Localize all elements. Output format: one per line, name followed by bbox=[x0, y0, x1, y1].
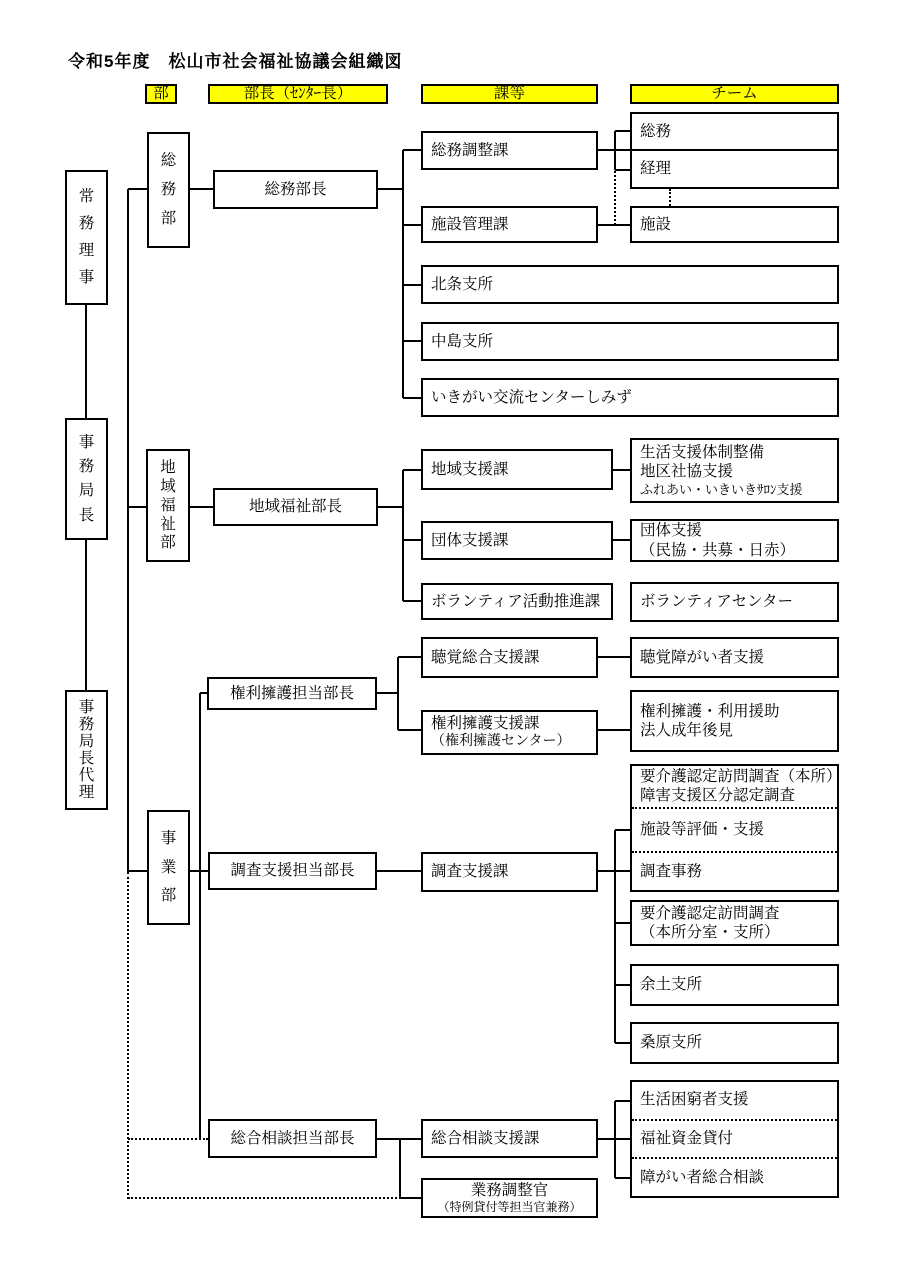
ikigai-koryu-center bbox=[421, 378, 839, 417]
connector-line bbox=[598, 656, 630, 658]
vertical-label-char: 務 bbox=[78, 458, 95, 476]
connector-line bbox=[127, 189, 129, 872]
connector-line bbox=[402, 470, 404, 601]
team-yokaigo-bunshitsu-line-1: （本所分室・支所） bbox=[640, 924, 780, 941]
connector-line bbox=[398, 656, 421, 658]
connector-line bbox=[378, 188, 404, 190]
connector-line bbox=[403, 224, 421, 226]
team-kenri-yogo bbox=[630, 690, 839, 752]
connector-line bbox=[190, 506, 213, 508]
connector-line bbox=[199, 693, 201, 1139]
page-title: 令和5年度 松山市社会福祉協議会組織図 bbox=[68, 52, 403, 71]
header-team bbox=[630, 84, 839, 104]
vertical-label-char: 理 bbox=[78, 783, 95, 801]
hojo-shisho bbox=[421, 265, 839, 304]
team-shisetsu-line-0: 施設 bbox=[640, 215, 672, 233]
connector-line bbox=[403, 600, 421, 602]
gyomu-chosei-kan-line-1: （特例貸付等担当官兼務） bbox=[437, 1200, 582, 1215]
team-yokaigo-bunshitsu bbox=[630, 900, 839, 946]
team-chiiki-group-line-2: ふれあい・いきいきｻﾛﾝ支援 bbox=[640, 481, 803, 497]
team-chiiki-group-line-1: 地区社協支援 bbox=[640, 463, 734, 481]
team-yokaigo-honjo bbox=[632, 766, 842, 806]
sogo-sodan-tanto-bucho bbox=[208, 1119, 377, 1158]
connector-line bbox=[615, 1100, 630, 1102]
deputy-secretary-general bbox=[65, 690, 108, 810]
somu-bucho-line-0: 総務部長 bbox=[264, 180, 327, 198]
sogo-sodan-tanto-bucho-line-0: 総合相談担当部長 bbox=[230, 1129, 355, 1147]
connector-line bbox=[615, 922, 630, 924]
vertical-label-char: 事 bbox=[78, 269, 95, 287]
team-volunteer-center bbox=[630, 582, 839, 622]
connector-line bbox=[377, 692, 399, 694]
team-fukushi-shikin-line-0: 福祉資金貸付 bbox=[640, 1130, 734, 1148]
connector-line bbox=[128, 870, 147, 872]
header-bucho bbox=[208, 84, 388, 104]
chokaku-sogo-shien-ka-line-0: 聴覚総合支援課 bbox=[431, 648, 540, 666]
header-kato-line-0: 課等 bbox=[493, 85, 525, 103]
vertical-label-char: 務 bbox=[78, 215, 95, 233]
dantai-shien-ka-line-0: 団体支援課 bbox=[431, 531, 509, 549]
vertical-label-char: 局 bbox=[78, 482, 95, 500]
team-kuwabara-shisho bbox=[630, 1022, 839, 1064]
vertical-label-char: 部 bbox=[160, 534, 176, 552]
dotted-connector-line bbox=[632, 1119, 837, 1121]
volunteer-katsudo-suishin-ka-line-0: ボランティア活動推進課 bbox=[431, 592, 601, 610]
vertical-label-char: 事 bbox=[78, 698, 95, 716]
team-dantai-shien-line-1: （民協・共募・日赤） bbox=[640, 541, 796, 559]
vertical-label-char: 福 bbox=[160, 496, 176, 514]
gyomu-chosei-kan bbox=[421, 1178, 598, 1218]
team-somu bbox=[630, 112, 839, 151]
team-seikatsu-konkyusha bbox=[632, 1082, 837, 1118]
dotted-connector-line bbox=[632, 851, 837, 853]
connector-line bbox=[200, 692, 207, 694]
vertical-label-char: 事 bbox=[160, 830, 177, 848]
team-fukushi-shikin bbox=[632, 1122, 837, 1156]
team-chokaku-shien bbox=[630, 637, 839, 678]
connector-line bbox=[377, 870, 421, 872]
vertical-label-char: 事 bbox=[78, 433, 95, 451]
kenri-yogo-shien-ka-line-1: （権利擁護センター） bbox=[431, 734, 571, 750]
team-yokaigo-honjo-line-0: 要介護認定訪問調査（本所） bbox=[640, 767, 842, 785]
dotted-connector-line bbox=[128, 1197, 401, 1199]
connector-line bbox=[615, 829, 630, 831]
team-seikatsu-konkyusha-line-0: 生活困窮者支援 bbox=[640, 1091, 749, 1109]
vertical-label-char: 長 bbox=[78, 506, 95, 524]
vertical-label-char: 域 bbox=[160, 478, 176, 495]
dotted-connector-line bbox=[669, 189, 671, 206]
header-bucho-line-0: 部長（ｾﾝﾀｰ長） bbox=[243, 85, 353, 103]
vertical-label-char: 務 bbox=[78, 715, 95, 733]
chiiki-fukushi-bu bbox=[146, 449, 190, 562]
vertical-label-char: 長 bbox=[78, 749, 95, 767]
vertical-label-char: 総 bbox=[160, 152, 177, 170]
team-yodo-shisho-line-0: 余土支所 bbox=[640, 976, 703, 994]
kenri-yogo-tanto-bucho-line-0: 権利擁護担当部長 bbox=[229, 684, 354, 702]
team-chosa-jimu-line-0: 調査事務 bbox=[640, 863, 703, 881]
connector-line bbox=[598, 729, 630, 731]
team-chosa-jimu bbox=[632, 854, 837, 890]
connector-line bbox=[128, 188, 147, 190]
connector-line bbox=[613, 469, 631, 471]
sogo-sodan-shien-ka-line-0: 総合相談支援課 bbox=[431, 1129, 540, 1147]
kenri-yogo-shien-ka-line-0: 権利擁護支援課 bbox=[431, 715, 540, 733]
chiiki-shien-ka bbox=[421, 449, 613, 490]
vertical-label-char: 部 bbox=[160, 210, 177, 228]
connector-line bbox=[613, 539, 631, 541]
connector-line bbox=[403, 539, 421, 541]
connector-line bbox=[402, 150, 404, 398]
dotted-connector-line bbox=[614, 150, 616, 225]
exec-director bbox=[65, 170, 108, 305]
connector-line bbox=[378, 506, 404, 508]
header-bu bbox=[145, 84, 177, 104]
team-keiri-line-0: 経理 bbox=[640, 160, 672, 178]
kenri-yogo-shien-ka bbox=[421, 710, 598, 755]
nakajima-shisho-line-0: 中島支所 bbox=[431, 332, 494, 350]
team-yodo-shisho bbox=[630, 964, 839, 1006]
team-dantai-shien bbox=[630, 519, 839, 562]
dantai-shien-ka bbox=[421, 521, 613, 560]
chosa-shien-ka-line-0: 調査支援課 bbox=[431, 863, 509, 881]
vertical-label-char: 理 bbox=[78, 242, 95, 260]
connector-line bbox=[85, 540, 87, 690]
chokaku-sogo-shien-ka bbox=[421, 637, 598, 678]
shisetsu-kanri-ka bbox=[421, 206, 598, 243]
connector-line bbox=[85, 305, 87, 418]
team-shisetsu-hyoka bbox=[632, 810, 837, 850]
ikigai-koryu-center-line-0: いきがい交流センターしみず bbox=[431, 388, 632, 406]
vertical-label-char: 局 bbox=[78, 732, 95, 750]
somu-bu bbox=[147, 132, 190, 248]
volunteer-katsudo-suishin-ka bbox=[421, 583, 613, 620]
team-yokaigo-bunshitsu-line-0: 要介護認定訪問調査 bbox=[640, 904, 780, 922]
vertical-label-char: 業 bbox=[160, 858, 177, 876]
header-bu-line-0: 部 bbox=[153, 85, 169, 103]
team-chiiki-group-line-0: 生活支援体制整備 bbox=[640, 444, 765, 461]
gyomu-chosei-kan-line-0: 業務調整官 bbox=[470, 1181, 549, 1199]
connector-line bbox=[128, 506, 146, 508]
vertical-label-char: 祉 bbox=[160, 515, 176, 533]
vertical-label-char: 部 bbox=[160, 887, 177, 905]
dotted-connector-line bbox=[632, 1157, 837, 1159]
team-shogaisha-sodan bbox=[632, 1160, 837, 1196]
team-kuwabara-shisho-line-0: 桑原支所 bbox=[640, 1034, 703, 1052]
somu-chosei-ka-line-0: 総務調整課 bbox=[431, 141, 509, 159]
connector-line bbox=[615, 1042, 630, 1044]
connector-line bbox=[403, 149, 421, 151]
team-somu-line-0: 総務 bbox=[640, 122, 672, 140]
jigyo-bu bbox=[147, 810, 190, 925]
header-team-line-0: チーム bbox=[711, 85, 758, 103]
vertical-label-char: 地 bbox=[160, 459, 176, 477]
connector-line bbox=[614, 830, 616, 1043]
vertical-label-char: 務 bbox=[160, 181, 177, 199]
team-shisetsu bbox=[630, 206, 839, 243]
sogo-sodan-shien-ka bbox=[421, 1119, 598, 1158]
team-shogaisha-sodan-line-0: 障がい者総合相談 bbox=[640, 1169, 765, 1187]
shisetsu-kanri-ka-line-0: 施設管理課 bbox=[431, 215, 509, 233]
connector-line bbox=[614, 1101, 616, 1178]
vertical-label-char: 常 bbox=[78, 188, 95, 206]
chosa-shien-ka bbox=[421, 852, 598, 892]
team-kenri-yogo-line-0: 権利擁護・利用援助 bbox=[640, 702, 780, 720]
somu-chosei-ka bbox=[421, 131, 598, 170]
chosa-shien-tanto-bucho bbox=[208, 852, 377, 890]
team-dantai-shien-line-0: 団体支援 bbox=[640, 522, 703, 540]
team-yokaigo-honjo-line-1: 障害支援区分認定調査 bbox=[640, 787, 796, 804]
dotted-connector-line bbox=[128, 1138, 208, 1140]
connector-line bbox=[403, 284, 421, 286]
hojo-shisho-line-0: 北条支所 bbox=[431, 275, 494, 293]
dotted-connector-line bbox=[127, 872, 129, 1199]
somu-bucho bbox=[213, 170, 378, 209]
team-shisetsu-hyoka-line-0: 施設等評価・支援 bbox=[640, 821, 765, 839]
connector-line bbox=[598, 224, 630, 226]
chiiki-fukushi-bucho-line-0: 地域福祉部長 bbox=[248, 498, 342, 516]
team-keiri bbox=[630, 149, 839, 189]
connector-line bbox=[397, 657, 399, 730]
kenri-yogo-tanto-bucho bbox=[207, 677, 377, 710]
team-volunteer-center-line-0: ボランティアセンター bbox=[640, 593, 793, 611]
connector-line bbox=[398, 729, 421, 731]
connector-line bbox=[400, 1197, 421, 1199]
connector-line bbox=[403, 397, 421, 399]
header-kato bbox=[421, 84, 598, 104]
team-chokaku-shien-line-0: 聴覚障がい者支援 bbox=[640, 648, 765, 666]
vertical-label-char: 代 bbox=[78, 766, 95, 784]
connector-line bbox=[403, 340, 421, 342]
connector-line bbox=[403, 469, 421, 471]
team-chiiki-group bbox=[630, 438, 839, 503]
chiiki-fukushi-bucho bbox=[213, 488, 378, 526]
connector-line bbox=[615, 984, 630, 986]
connector-line bbox=[615, 130, 630, 132]
connector-line bbox=[615, 169, 630, 171]
connector-line bbox=[190, 188, 213, 190]
connector-line bbox=[615, 1177, 630, 1179]
chosa-shien-tanto-bucho-line-0: 調査支援担当部長 bbox=[230, 862, 355, 880]
chiiki-shien-ka-line-0: 地域支援課 bbox=[431, 460, 509, 478]
nakajima-shisho bbox=[421, 322, 839, 361]
secretary-general bbox=[65, 418, 108, 540]
team-kenri-yogo-line-1: 法人成年後見 bbox=[640, 722, 734, 739]
connector-line bbox=[399, 1139, 401, 1198]
dotted-connector-line bbox=[632, 807, 837, 809]
